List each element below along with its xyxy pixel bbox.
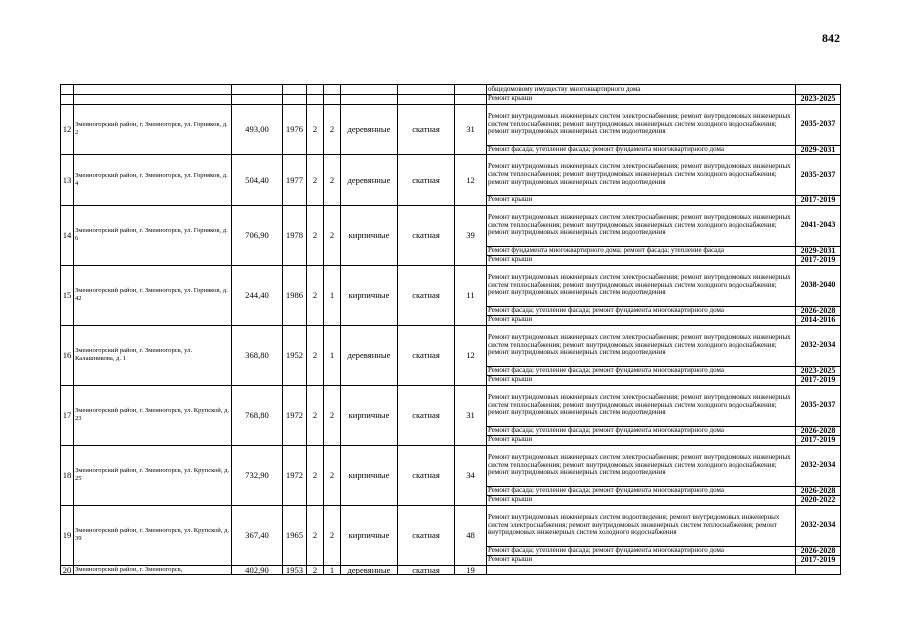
empty-cell — [61, 85, 74, 95]
floors-cell: 2 — [307, 385, 324, 445]
years-cell: 2035-2037 — [796, 155, 841, 196]
build-year-cell: 1965 — [283, 505, 307, 565]
table-row — [61, 95, 841, 105]
empty-cell — [283, 95, 307, 105]
years-cell: 2032-2034 — [796, 325, 841, 366]
address-cell: Змеиногорский район, г. Змеиногорск, ул. Крупской, д. 39 — [74, 505, 232, 565]
empty-cell — [324, 85, 341, 95]
years-cell: 2026-2028 — [796, 546, 841, 556]
build-year-cell: 1977 — [283, 155, 307, 206]
empty-cell — [341, 95, 398, 105]
residents-cell: 19 — [455, 565, 487, 575]
table-row — [61, 155, 841, 196]
address-cell: Змеиногорский район, г. Змеиногорск, ул. Крупской, д. 25 — [74, 445, 232, 505]
roof-type-cell: скатная — [398, 155, 455, 206]
entrances-cell: 1 — [324, 325, 341, 385]
roof-type-cell: скатная — [398, 325, 455, 385]
entrances-cell: 2 — [324, 505, 341, 565]
build-year-cell: 1952 — [283, 325, 307, 385]
build-year-cell: 1972 — [283, 385, 307, 445]
work-cell: Ремонт фасада; утепление фасада; ремонт фундамента многоквартирного дома — [487, 486, 796, 496]
register-table — [60, 84, 841, 575]
work-cell: Ремонт крыши — [487, 95, 796, 105]
roof-type-cell: скатная — [398, 505, 455, 565]
floors-cell: 2 — [307, 505, 324, 565]
area-cell: 367,40 — [232, 505, 283, 565]
page-number: 842 — [822, 31, 840, 45]
walls-material-cell: кирпичные — [341, 445, 398, 505]
empty-cell — [324, 95, 341, 105]
work-cell: Ремонт крыши — [487, 256, 796, 266]
row-number-cell: 20 — [61, 565, 74, 575]
work-cell: Ремонт фасада; утепление фасада; ремонт фундамента многоквартирного дома — [487, 426, 796, 436]
work-cell: Ремонт крыши — [487, 376, 796, 386]
empty-cell — [455, 95, 487, 105]
row-number-cell: 15 — [61, 265, 74, 325]
roof-type-cell: скатная — [398, 265, 455, 325]
row-number-cell: 14 — [61, 205, 74, 265]
years-cell: 2029-2031 — [796, 246, 841, 256]
years-cell: 2035-2037 — [796, 385, 841, 426]
work-cell: Ремонт внутридомовых инженерных систем электроснабжения; ремонт внутридомовых инженерных систем теплоснабжения; ремонт внутридомовых инженерных систем холодного водоснабжения; ремонт внутридомовых инженерных систем водоотведения — [487, 104, 796, 145]
address-cell: Змеиногорский район, г. Змеиногорск, ул. Крупской, д. 23 — [74, 385, 232, 445]
years-cell: 2017-2019 — [796, 376, 841, 386]
entrances-cell: 2 — [324, 385, 341, 445]
roof-type-cell: скатная — [398, 565, 455, 575]
address-cell: Змеиногорский район, г. Змеиногорск, — [74, 565, 232, 575]
capital-repair-table — [60, 84, 840, 575]
work-cell: Ремонт фасада; утепление фасада; ремонт фундамента многоквартирного дома — [487, 546, 796, 556]
address-cell: Змеиногорский район, г. Змеиногорск, ул. Горняков, д. 4 — [74, 155, 232, 206]
walls-material-cell: деревянные — [341, 565, 398, 575]
row-number-cell: 17 — [61, 385, 74, 445]
entrances-cell: 2 — [324, 155, 341, 206]
years-cell: 2041-2043 — [796, 205, 841, 246]
roof-type-cell: скатная — [398, 385, 455, 445]
residents-cell: 31 — [455, 104, 487, 155]
empty-cell — [307, 95, 324, 105]
work-cell: Ремонт фасада; утепление фасада; ремонт фундамента многоквартирного дома — [487, 306, 796, 316]
table-row — [61, 205, 841, 246]
area-cell: 732,90 — [232, 445, 283, 505]
build-year-cell: 1972 — [283, 445, 307, 505]
table-row — [61, 265, 841, 306]
work-cell: Ремонт внутридомовых инженерных систем электроснабжения; ремонт внутридомовых инженерных систем теплоснабжения; ремонт внутридомовых инженерных систем холодного водоснабжения; ремонт внутридомовых инженерных систем водоотведения — [487, 155, 796, 196]
empty-cell — [307, 85, 324, 95]
empty-cell — [232, 95, 283, 105]
walls-material-cell: кирпичные — [341, 265, 398, 325]
build-year-cell: 1978 — [283, 205, 307, 265]
row-number-cell: 19 — [61, 505, 74, 565]
empty-cell — [74, 85, 232, 95]
address-cell: Змеиногорский район, г. Змеиногорск, ул. Горняков, д. 6 — [74, 205, 232, 265]
floors-cell: 2 — [307, 565, 324, 575]
work-cell: Ремонт внутридомовых инженерных систем водоотведения; ремонт внутридомовых инженерных систем электроснабжения; ремонт внутридомовых инженерных систем теплоснабжения; ремонт внутридомовых инженерных систем холодного водоснабжения — [487, 505, 796, 546]
entrances-cell: 2 — [324, 205, 341, 265]
area-cell: 368,80 — [232, 325, 283, 385]
residents-cell: 39 — [455, 205, 487, 265]
years-cell: 2026-2028 — [796, 306, 841, 316]
empty-cell — [341, 85, 398, 95]
years-cell: 2038-2040 — [796, 265, 841, 306]
row-number-cell: 13 — [61, 155, 74, 206]
floors-cell: 2 — [307, 104, 324, 155]
empty-cell — [398, 85, 455, 95]
years-cell: 2032-2034 — [796, 505, 841, 546]
roof-type-cell: скатная — [398, 205, 455, 265]
area-cell: 768,80 — [232, 385, 283, 445]
area-cell: 493,00 — [232, 104, 283, 155]
residents-cell: 11 — [455, 265, 487, 325]
years-cell: 2026-2028 — [796, 486, 841, 496]
work-cell: Ремонт внутридомовых инженерных систем электроснабжения; ремонт внутридомовых инженерных систем теплоснабжения; ремонт внутридомовых инженерных систем холодного водоснабжения; ремонт внутридомовых инженерных систем водоотведения — [487, 385, 796, 426]
years-cell: 2017-2019 — [796, 436, 841, 446]
table-body — [61, 85, 841, 575]
floors-cell: 2 — [307, 265, 324, 325]
work-cell: Ремонт фундамента многоквартирного дома; ремонт фасада; утепление фасада — [487, 246, 796, 256]
row-number-cell: 12 — [61, 104, 74, 155]
residents-cell: 12 — [455, 325, 487, 385]
residents-cell: 34 — [455, 445, 487, 505]
table-row — [61, 505, 841, 546]
empty-cell — [232, 85, 283, 95]
empty-cell — [283, 85, 307, 95]
years-cell: 2014-2016 — [796, 316, 841, 326]
years-cell: 2026-2028 — [796, 426, 841, 436]
residents-cell: 31 — [455, 385, 487, 445]
roof-type-cell: скатная — [398, 104, 455, 155]
years-cell — [796, 85, 841, 95]
work-cell: Ремонт крыши — [487, 556, 796, 566]
walls-material-cell: деревянные — [341, 155, 398, 206]
work-cell: Ремонт крыши — [487, 436, 796, 446]
work-cell: Ремонт крыши — [487, 196, 796, 206]
empty-cell — [61, 95, 74, 105]
area-cell: 504,40 — [232, 155, 283, 206]
area-cell: 244,40 — [232, 265, 283, 325]
work-cell: Ремонт крыши — [487, 316, 796, 326]
entrances-cell: 1 — [324, 565, 341, 575]
floors-cell: 2 — [307, 325, 324, 385]
table-row — [61, 445, 841, 486]
entrances-cell: 2 — [324, 445, 341, 505]
floors-cell: 2 — [307, 205, 324, 265]
floors-cell: 2 — [307, 445, 324, 505]
table-row — [61, 385, 841, 426]
residents-cell: 12 — [455, 155, 487, 206]
work-cell: Ремонт внутридомовых инженерных систем электроснабжения; ремонт внутридомовых инженерных систем теплоснабжения; ремонт внутридомовых инженерных систем холодного водоснабжения; ремонт внутридомовых инженерных систем водоотведения — [487, 325, 796, 366]
work-cell: Ремонт внутридомовых инженерных систем электроснабжения; ремонт внутридомовых инженерных систем теплоснабжения; ремонт внутридомовых инженерных систем холодного водоснабжения; ремонт внутридомовых инженерных систем водоотведения — [487, 445, 796, 486]
address-cell: Змеиногорский район, г. Змеиногорск, ул. Горняков, д. 2 — [74, 104, 232, 155]
entrances-cell: 1 — [324, 265, 341, 325]
work-cell: общедомовому имуществу многоквартирного дома — [487, 85, 796, 95]
walls-material-cell: деревянные — [341, 104, 398, 155]
table-row — [61, 325, 841, 366]
work-cell: Ремонт внутридомовых инженерных систем электроснабжения; ремонт внутридомовых инженерных систем теплоснабжения; ремонт внутридомовых инженерных систем холодного водоснабжения; ремонт внутридомовых инженерных систем водоотведения — [487, 265, 796, 306]
floors-cell: 2 — [307, 155, 324, 206]
empty-cell — [398, 95, 455, 105]
build-year-cell: 1976 — [283, 104, 307, 155]
years-cell — [796, 565, 841, 575]
row-number-cell: 16 — [61, 325, 74, 385]
years-cell: 2017-2019 — [796, 556, 841, 566]
table-row — [61, 85, 841, 95]
years-cell: 2017-2019 — [796, 256, 841, 266]
years-cell: 2032-2034 — [796, 445, 841, 486]
address-cell: Змеиногорский район, г. Змеиногорск, ул. Калашникова, д. 1 — [74, 325, 232, 385]
work-cell: Ремонт фасада; утепление фасада; ремонт фундамента многоквартирного дома — [487, 145, 796, 155]
years-cell: 2020-2022 — [796, 496, 841, 506]
walls-material-cell: кирпичные — [341, 205, 398, 265]
build-year-cell: 1953 — [283, 565, 307, 575]
walls-material-cell: кирпичные — [341, 505, 398, 565]
years-cell: 2023-2025 — [796, 95, 841, 105]
address-cell: Змеиногорский район, г. Змеиногорск, ул. Горняков, д. 42 — [74, 265, 232, 325]
roof-type-cell: скатная — [398, 445, 455, 505]
empty-cell — [455, 85, 487, 95]
area-cell: 706,90 — [232, 205, 283, 265]
work-cell — [487, 565, 796, 575]
walls-material-cell: кирпичные — [341, 385, 398, 445]
years-cell: 2023-2025 — [796, 366, 841, 376]
build-year-cell: 1986 — [283, 265, 307, 325]
years-cell: 2035-2037 — [796, 104, 841, 145]
area-cell: 402,90 — [232, 565, 283, 575]
work-cell: Ремонт крыши — [487, 496, 796, 506]
years-cell: 2029-2031 — [796, 145, 841, 155]
table-row — [61, 104, 841, 145]
work-cell: Ремонт фасада; утепление фасада; ремонт фундамента многоквартирного дома — [487, 366, 796, 376]
walls-material-cell: деревянные — [341, 325, 398, 385]
table-row — [61, 565, 841, 575]
empty-cell — [74, 95, 232, 105]
row-number-cell: 18 — [61, 445, 74, 505]
years-cell: 2017-2019 — [796, 196, 841, 206]
residents-cell: 48 — [455, 505, 487, 565]
entrances-cell: 2 — [324, 104, 341, 155]
work-cell: Ремонт внутридомовых инженерных систем электроснабжения; ремонт внутридомовых инженерных систем теплоснабжения; ремонт внутридомовых инженерных систем холодного водоснабжения; ремонт внутридомовых инженерных систем водоотведения — [487, 205, 796, 246]
